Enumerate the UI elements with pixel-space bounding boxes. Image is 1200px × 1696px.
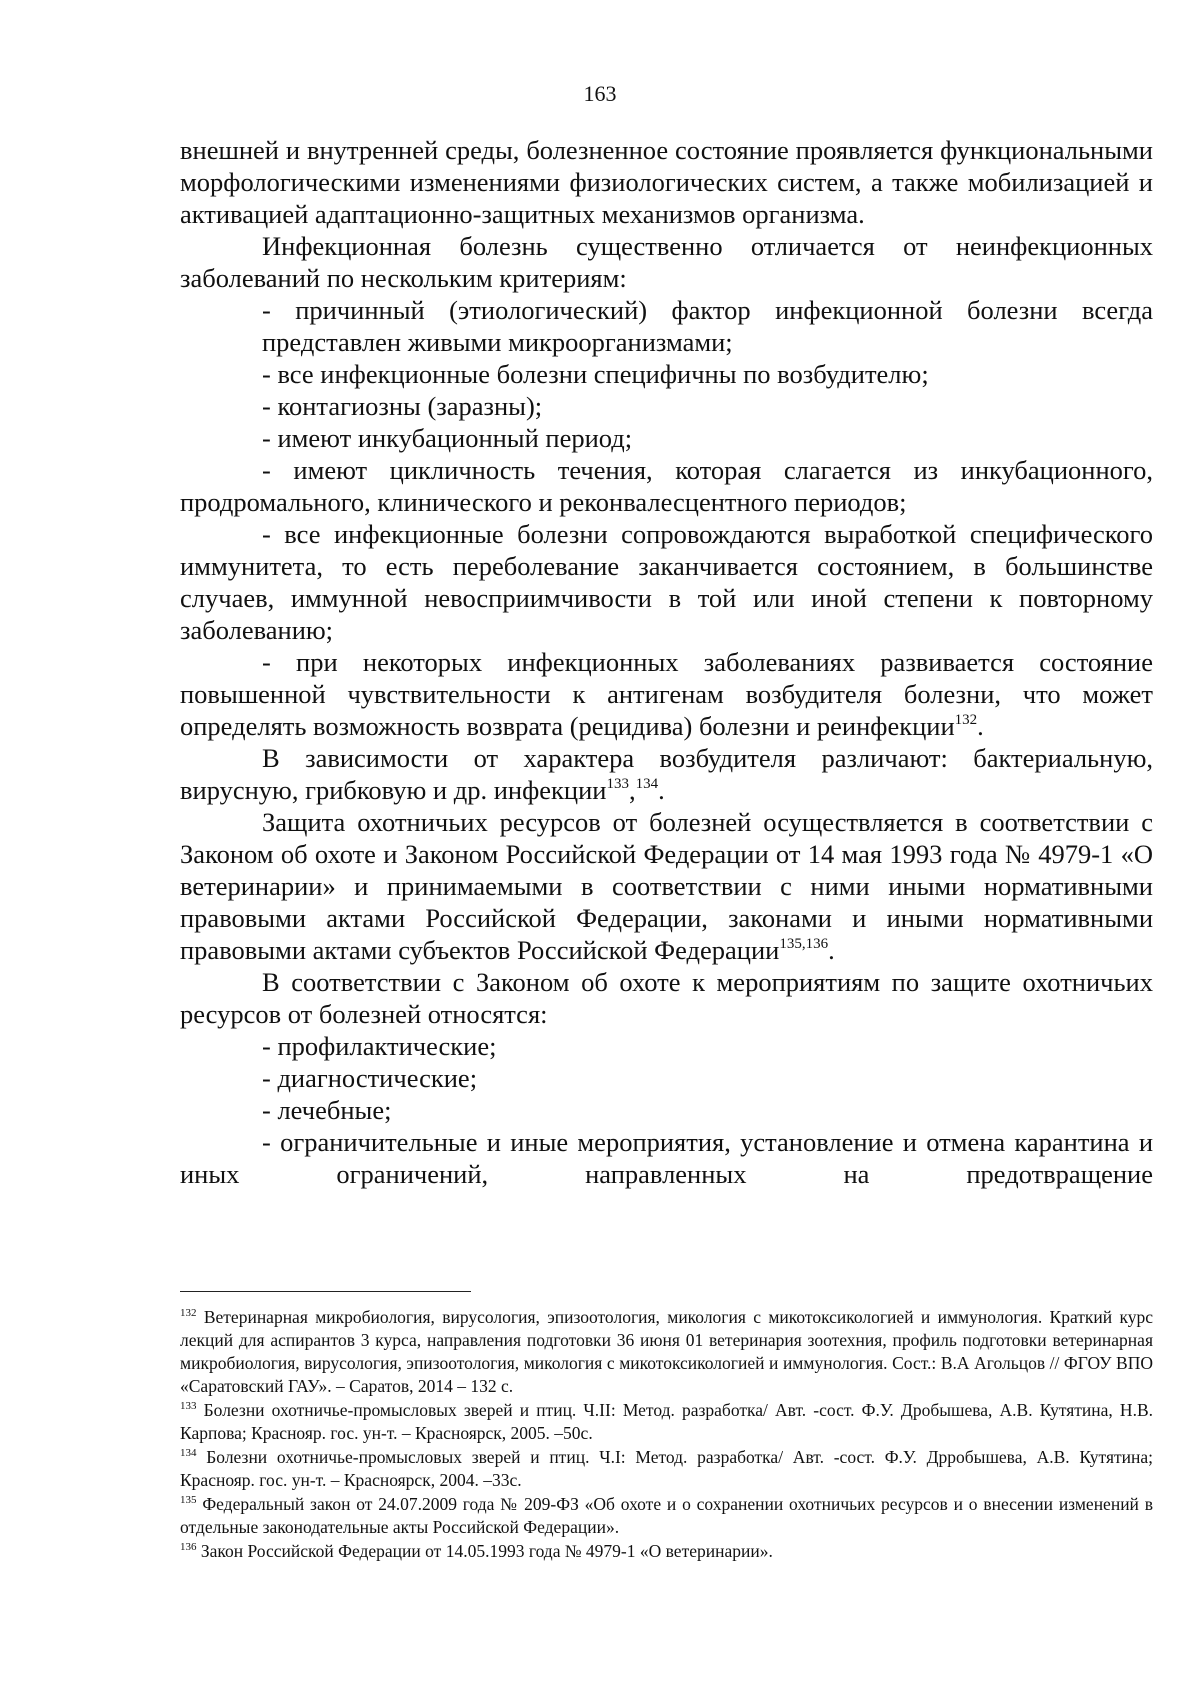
footnote-ref-135-136[interactable]: 135,136: [779, 936, 829, 952]
footnote-text: Болезни охотничье-промысловых зверей и птиц. Ч.I: Метод. разработка/ Авт. -сост. Ф.У. Дрробышева, А.В. Кутятина; Краснояр. гос. ун-т. – Красноярск, 2004. –33с.: [180, 1447, 1153, 1490]
paragraph-pathogen-types: [180, 742, 1153, 806]
paragraph-continuation: внешней и внутренней среды, болезненное состояние проявляется функциональными морфологическими изменениями физиологических систем, а также мобилизацией и активацией адаптационно-защитных механизмов организма.: [180, 135, 1153, 229]
list-item-etiology: - причинный (этиологический) фактор инфекционной болезни всегда представлен живыми микроорганизмами;: [262, 295, 1153, 357]
footnote-number: 132: [180, 1307, 197, 1319]
list-item-specific: - все инфекционные болезни специфичны по возбудителю;: [262, 359, 929, 389]
list-item-restrictive: - ограничительные и иные мероприятия, установление и отмена карантина и иных ограничений, направленных на предотвращение: [180, 1127, 1153, 1189]
footnote-135: [180, 1493, 1153, 1539]
paragraph-legal-basis: [180, 806, 1153, 966]
terminal-punct: .: [977, 711, 984, 741]
footnote-133: [180, 1399, 1153, 1445]
footnote-number: 136: [180, 1541, 197, 1553]
list-item-therapeutic: - лечебные;: [262, 1095, 392, 1125]
footnote-number: 135: [180, 1494, 197, 1506]
list-item-preventive: - профилактические;: [262, 1031, 497, 1061]
footnote-ref-134[interactable]: 134: [635, 776, 659, 792]
footnote-number: 133: [180, 1400, 197, 1412]
terminal-punct: .: [828, 935, 835, 965]
footnote-text: Федеральный закон от 24.07.2009 года № 209-ФЗ «Об охоте и о сохранении охотничьих ресурсов и о внесении изменений в отдельные законодательные акты Российской Федерации».: [180, 1494, 1153, 1537]
body-text: [180, 134, 1153, 1190]
footnotes: [180, 1306, 1153, 1564]
footnote-text: Закон Российской Федерации от 14.05.1993 года № 4979-1 «О ветеринарии».: [200, 1541, 773, 1561]
paragraph-criteria-intro: Инфекционная болезнь существенно отличается от неинфекционных заболеваний по нескольким критериям:: [180, 231, 1153, 293]
footnote-text: Болезни охотничье-промысловых зверей и птиц. Ч.II: Метод. разработка/ Авт. -сост. Ф.У. Дробышева, А.В. Кутятина, Н.В. Карпова; Краснояр. гос. ун-т. – Красноярск, 2005. –50с.: [180, 1400, 1153, 1443]
footnote-text: Ветеринарная микробиология, вирусология, эпизоотология, микология с микотоксикологией и иммунология. Краткий курс лекций для аспирантов 3 курса, направления подготовки 36 июня 01 ветеринария зоотехния, профиль подготовки ветеринарная микробиология, вирусология, эпизоотология, микология с микотоксикологией и иммунология. Сост.: В.А Агольцов // ФГОУ ВПО «Саратовский ГАУ». – Саратов, 2014 – 132 с.: [180, 1307, 1153, 1396]
list-item-immunity: - все инфекционные болезни сопровождаются выработкой специфического иммунитета, то есть переболевание заканчивается состоянием, в большинстве случаев, иммунной невосприимчивости в той или иной степени к повторному заболеванию;: [180, 519, 1153, 645]
footnote-132: [180, 1306, 1153, 1398]
paragraph-legal-basis-text: Защита охотничьих ресурсов от болезней осуществляется в соответствии с Законом об охоте и Законом Российской Федерации от 14 мая 1993 года № 4979-1 «О ветеринарии» и принимаемыми в соответствии с ними иными нормативными правовыми актами Российской Федерации, законами и иными нормативными правовыми актами субъектов Российской Федерации: [180, 807, 1153, 965]
list-item-hypersensitivity-text: - при некоторых инфекционных заболеваниях развивается состояние повышенной чувствительности к антигенам возбудителя болезни, что может определять возможность возврата (рецидива) болезни и реинфекции: [180, 647, 1153, 741]
footnote-divider: [180, 1291, 471, 1292]
page-number: 163: [583, 81, 617, 106]
footnote-ref-133[interactable]: 133: [606, 776, 629, 792]
footnote-134: [180, 1446, 1153, 1492]
list-item-cyclicity: - имеют цикличность течения, которая слагается из инкубационного, продромального, клинического и реконвалесцентного периодов;: [180, 455, 1153, 517]
footnote-136: [180, 1540, 1153, 1563]
list-item-hypersensitivity: [180, 646, 1153, 742]
terminal-punct: .: [658, 775, 665, 805]
footnote-ref-132[interactable]: 132: [954, 712, 978, 728]
list-item-contagious: - контагиозны (заразны);: [262, 391, 543, 421]
footnote-number: 134: [180, 1447, 197, 1459]
paragraph-measures-intro: В соответствии с Законом об охоте к мероприятиям по защите охотничьих ресурсов от болезней относятся:: [180, 967, 1153, 1029]
list-item-diagnostic: - диагностические;: [262, 1063, 478, 1093]
footnote-ref-separator: ,: [628, 775, 636, 805]
list-item-incubation: - имеют инкубационный период;: [262, 423, 633, 453]
paragraph-pathogen-types-text: В зависимости от характера возбудителя различают: бактериальную, вирусную, грибковую и др. инфекции: [180, 743, 1153, 805]
